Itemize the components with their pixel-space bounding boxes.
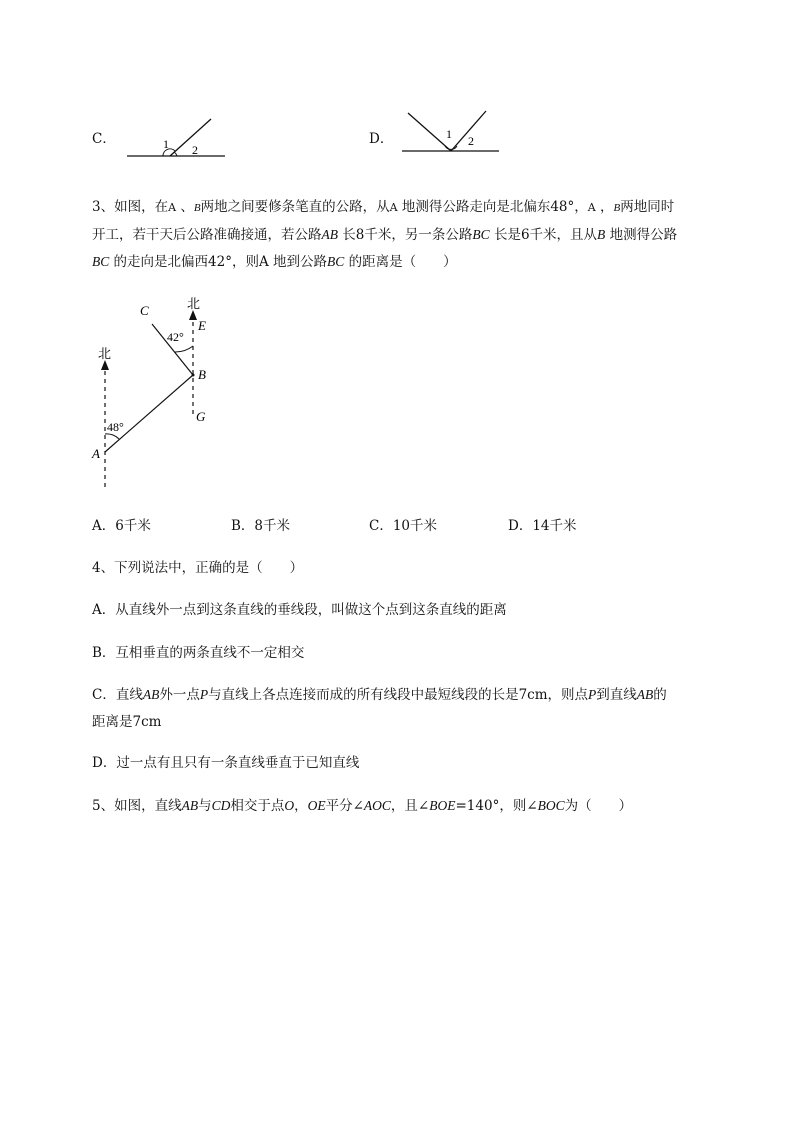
q4-option-b[interactable]: B．互相垂直的两条直线不一定相交 bbox=[92, 645, 305, 661]
label-angle-42: 42° bbox=[167, 330, 184, 344]
q3-option-d[interactable]: D．14千米 bbox=[508, 518, 577, 534]
q5-stem bbox=[92, 796, 632, 816]
option-d-angle2: 2 bbox=[468, 134, 474, 148]
text-run: 开工，若干天后公路准确接通，若公路 bbox=[92, 227, 322, 243]
text-run: 的 bbox=[653, 687, 667, 703]
label-a: A bbox=[92, 446, 100, 461]
text-run: BC bbox=[327, 254, 345, 269]
text-run: A bbox=[259, 254, 269, 270]
label-north-b: 北 bbox=[187, 296, 201, 311]
q4-stem: 4、下列说法中，正确的是（ ） bbox=[92, 560, 304, 576]
text-run: 与 bbox=[198, 798, 212, 814]
q4-option-c-cont: 距离是7cm bbox=[92, 714, 162, 730]
q3-line1 bbox=[92, 197, 674, 218]
q3-option-c[interactable]: C．10千米 bbox=[369, 518, 438, 534]
text-run: A bbox=[587, 201, 596, 214]
q3-option-a[interactable]: A．6千米 bbox=[92, 518, 151, 534]
text-run: 3、如图，在 bbox=[92, 199, 169, 215]
label-e: E bbox=[198, 318, 206, 333]
option-c-figure bbox=[125, 115, 227, 161]
text-run: ，且∠ bbox=[390, 798, 430, 814]
q3-line2 bbox=[92, 225, 677, 245]
text-run: 长是6千米，且从 bbox=[489, 227, 598, 243]
text-run: 两地之间要修条笔直的公路，从 bbox=[200, 199, 390, 215]
text-run: BC bbox=[472, 227, 490, 242]
north-arrow-a bbox=[101, 360, 109, 370]
text-run: C．直线 bbox=[92, 687, 143, 703]
text-run: AOC bbox=[363, 798, 391, 813]
text-run: AB bbox=[142, 687, 160, 702]
text-run: 地测得公路 bbox=[605, 227, 678, 243]
text-run: CD bbox=[211, 798, 231, 813]
text-run: OE bbox=[307, 798, 326, 813]
label-angle-48: 48° bbox=[107, 420, 124, 434]
text-run: 与直线上各点连接而成的所有线段中最短线段的长是7cm，则点 bbox=[208, 687, 589, 703]
text-run: 两地同时 bbox=[620, 199, 675, 215]
text-run: P bbox=[199, 687, 209, 702]
text-run: BOC bbox=[537, 798, 565, 813]
q4-option-a[interactable]: A．从直线外一点到这条直线的垂线段，叫做这个点到这条直线的距离 bbox=[92, 602, 507, 618]
text-run: 5、如图，直线 bbox=[92, 798, 182, 814]
option-c-ray bbox=[170, 119, 211, 156]
text-run: 到直线 bbox=[596, 687, 637, 703]
q3-line3 bbox=[92, 252, 457, 272]
text-run: BOE bbox=[429, 798, 456, 813]
segment-ab bbox=[105, 375, 193, 452]
text-run: AB bbox=[636, 687, 654, 702]
text-run: P bbox=[588, 687, 597, 702]
text-run: B bbox=[597, 227, 606, 242]
label-c: C bbox=[140, 303, 149, 318]
text-run: AB bbox=[321, 227, 338, 242]
arc-42 bbox=[175, 346, 193, 352]
option-c-label: C． bbox=[92, 131, 116, 147]
text-run: 地到公路 bbox=[268, 254, 328, 270]
label-north-a: 北 bbox=[98, 346, 112, 361]
text-run: 地测得公路走向是北偏东48°， bbox=[397, 199, 588, 215]
text-run: A bbox=[168, 201, 177, 214]
text-run: 长8千米，另一条公路 bbox=[338, 227, 473, 243]
text-run: =140°，则∠ bbox=[455, 798, 538, 814]
arc-48 bbox=[105, 434, 119, 439]
option-c-angle1: 1 bbox=[163, 137, 169, 151]
text-run: O bbox=[284, 798, 295, 813]
text-run: ， bbox=[294, 798, 308, 814]
text-run: 平分∠ bbox=[325, 798, 364, 814]
text-run: 为（ ） bbox=[564, 798, 633, 814]
text-run: 的距离是（ ） bbox=[344, 254, 457, 270]
text-run: BC bbox=[92, 254, 110, 269]
option-d-figure bbox=[400, 108, 502, 158]
q4-option-d[interactable]: D．过一点有且只有一条直线垂直于已知直线 bbox=[92, 755, 360, 771]
text-run: B bbox=[193, 202, 201, 214]
text-run: 的走向是北偏西42°，则 bbox=[109, 254, 259, 270]
option-d-left-ray bbox=[408, 113, 451, 151]
text-run: ， bbox=[595, 199, 614, 215]
text-run: 相交于点 bbox=[230, 798, 285, 814]
option-d-label: D． bbox=[369, 131, 394, 147]
text-run: A bbox=[389, 201, 398, 214]
text-run: 、 bbox=[176, 199, 194, 215]
option-d-angle1: 1 bbox=[446, 127, 452, 141]
q4-option-c[interactable] bbox=[92, 685, 667, 705]
text-run: AB bbox=[181, 798, 199, 813]
point-b bbox=[192, 374, 195, 377]
q3-figure bbox=[88, 292, 228, 492]
text-run: 外一点 bbox=[159, 687, 200, 703]
label-g: G bbox=[196, 409, 206, 424]
q3-option-b[interactable]: B．8千米 bbox=[231, 518, 291, 534]
option-c-angle2: 2 bbox=[192, 143, 198, 157]
label-b: B bbox=[198, 367, 206, 382]
text-run: B bbox=[613, 202, 621, 214]
north-arrow-b bbox=[189, 310, 197, 320]
